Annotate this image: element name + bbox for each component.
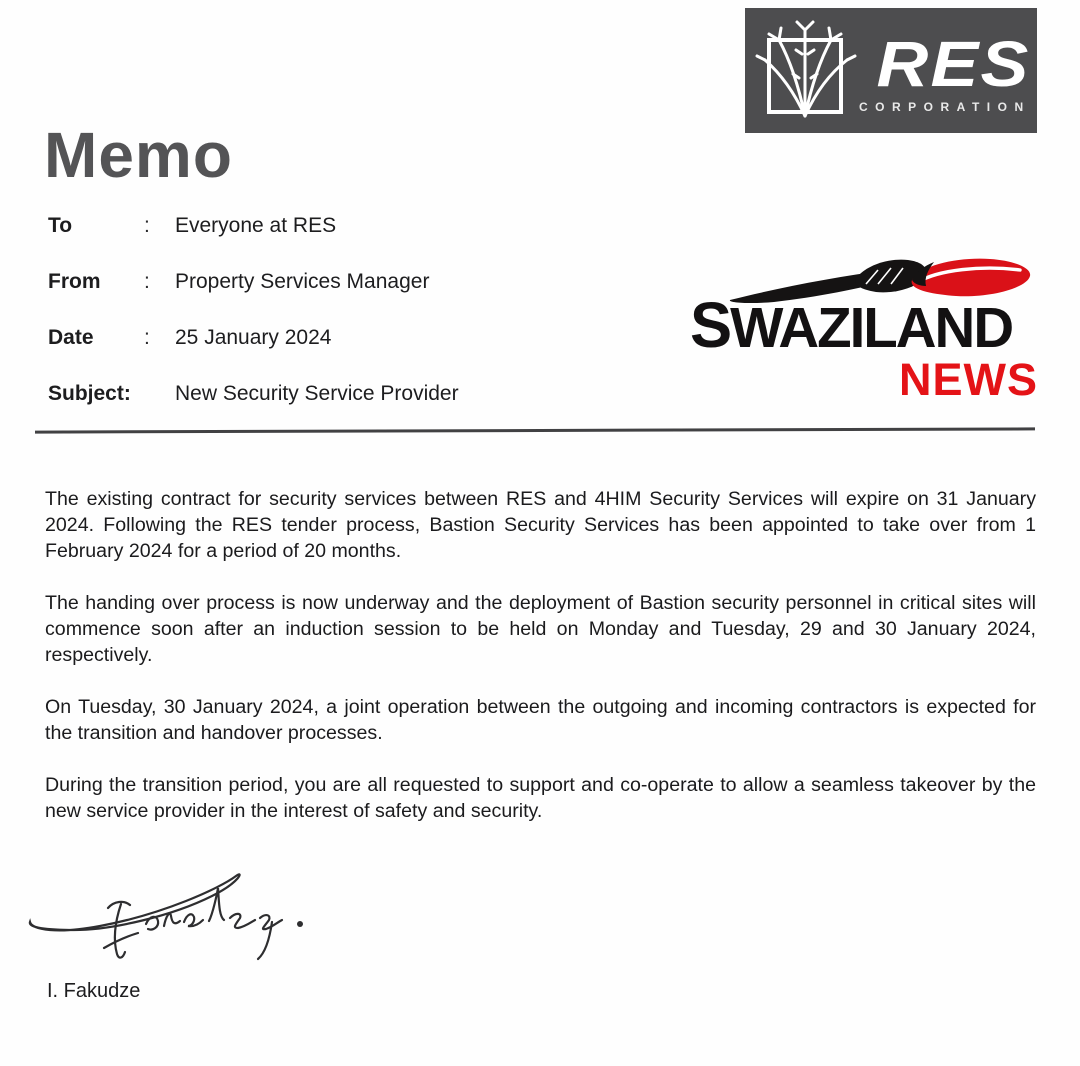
signatory-name: I. Fakudze (47, 980, 141, 1002)
memo-header (48, 213, 668, 437)
body-paragraph-4: During the transition period, you are all requested to support and co-operate to allow a seamless takeover by the new service provider in the interest of safety and security. (45, 774, 1036, 822)
header-row-from (48, 269, 668, 295)
header-colon (144, 381, 175, 407)
news-wordmark: NEWS (899, 354, 1038, 405)
memo-body (45, 486, 1036, 850)
header-colon: : (144, 214, 150, 237)
header-value: Property Services Manager (175, 270, 430, 293)
header-colon: : (144, 270, 150, 293)
header-label: From (48, 270, 101, 293)
body-paragraph-3: On Tuesday, 30 January 2024, a joint operation between the outgoing and incoming contractors is expected for the transition and handover processes. (45, 696, 1036, 744)
header-value: Everyone at RES (175, 214, 337, 237)
res-corporation-logo (745, 8, 1037, 133)
header-row-subject (48, 381, 668, 407)
swaziland-wordmark: SWAZILAND (690, 289, 1013, 361)
header-label: To (48, 214, 73, 237)
memo-title: Memo (44, 119, 233, 191)
sugarcane-icon (755, 18, 859, 123)
header-value: New Security Service Provider (175, 382, 459, 405)
header-colon: : (144, 326, 150, 349)
header-label: Subject: (48, 382, 131, 405)
swaziland-news-logo (690, 256, 1040, 414)
signature-icon (24, 858, 326, 970)
res-logo-text (859, 27, 1031, 114)
header-row-to (48, 213, 668, 239)
body-paragraph-1: The existing contract for security services between RES and 4HIM Security Services will expire on 31 January 2024. Following the RES tender process, Bastion Security Services has been appointed to take over from 1 February 2024 for a period of 20 months. (45, 488, 1036, 562)
header-label: Date (48, 326, 94, 349)
header-value: 25 January 2024 (175, 326, 332, 349)
res-logo-name: RES (876, 27, 1031, 100)
header-row-date (48, 325, 668, 351)
res-logo-subname: CORPORATION (859, 99, 1031, 114)
body-paragraph-2: The handing over process is now underway and the deployment of Bastion security personnel in critical sites will commence soon after an induction session to be held on Monday and Tuesday, 29 and 30 January 2024, respectively. (45, 592, 1036, 666)
